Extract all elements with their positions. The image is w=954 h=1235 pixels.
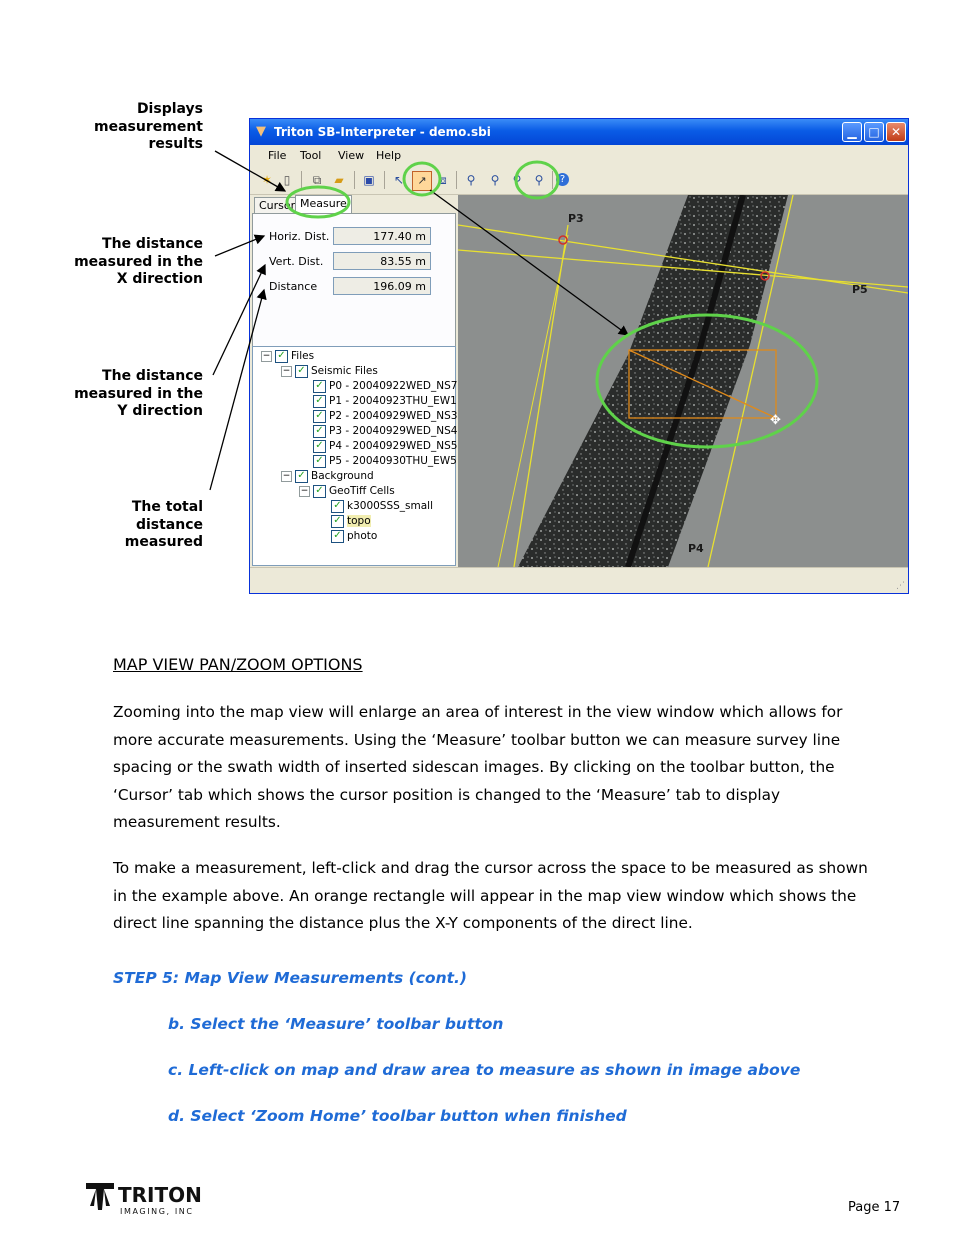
resize-grip-icon[interactable]: ⋰: [896, 581, 905, 591]
checkbox-checked-icon[interactable]: ✓: [313, 455, 326, 468]
close-button[interactable]: ✕: [886, 122, 906, 142]
measure-panel: [252, 213, 456, 355]
menu-file[interactable]: File: [268, 149, 287, 162]
step-c: c. Left-click on map and draw area to measure as shown in image above: [168, 1061, 801, 1079]
tree-node-background[interactable]: − ✓ Background: [282, 470, 374, 482]
map-canvas[interactable]: [458, 195, 908, 567]
page-number: Page 17: [848, 1200, 901, 1215]
checkbox-checked-icon[interactable]: ✓: [313, 395, 326, 408]
toolbar-separator: [384, 171, 385, 189]
distance-value: 196.09 m: [333, 277, 431, 295]
triton-logo-icon: [84, 1180, 204, 1220]
tree-node-p2[interactable]: ✓ P2 - 20040929WED_NS3: [313, 409, 457, 424]
zoom-in-icon[interactable]: ⚲: [466, 173, 476, 187]
callout-y-distance: [74, 368, 203, 421]
sparkle-icon[interactable]: ✶: [261, 173, 273, 187]
step-d: d. Select ‘Zoom Home’ toolbar button when finished: [168, 1107, 627, 1125]
paragraph-measurement: To make a measurement, left-click and drag the cursor across the space to be measured as shown in the example above. An orange rectangle will appear in the map view window which shows the direct line spanning the distance plus the X-Y components of the direct line.: [113, 859, 868, 932]
map-view[interactable]: [458, 195, 908, 567]
map-label-p3: P3: [568, 212, 584, 225]
tree-node-topo[interactable]: ✓ topo: [331, 514, 371, 529]
toolbar-separator: [301, 171, 302, 189]
zoom-home-icon[interactable]: ⚲: [534, 173, 544, 187]
checkbox-checked-icon[interactable]: ✓: [295, 365, 308, 378]
maximize-button[interactable]: □: [864, 122, 884, 142]
horiz-dist-value: 177.40 m: [333, 227, 431, 245]
paragraph-zoom: Zooming into the map view will enlarge an area of interest in the view window which allows for more accurate measurements. Using the ‘Measure’ toolbar button we can measure survey line spacing or the swath width of inserted sidescan images. By clicking on the toolbar button, the ‘Cursor’ tab which shows the cursor position is changed to the ‘Measure’ tab to display measurement results.: [113, 703, 843, 831]
vert-dist-label: Vert. Dist.: [269, 255, 324, 268]
tree-node-geotiff[interactable]: − ✓ GeoTiff Cells: [300, 485, 395, 497]
collapse-icon[interactable]: −: [282, 471, 291, 481]
step-b: b. Select the ‘Measure’ toolbar button: [168, 1015, 504, 1033]
window-title: Triton SB-Interpreter - demo.sbi: [274, 125, 491, 139]
callout-line: results: [148, 136, 203, 152]
copy-icon[interactable]: ⧈: [439, 173, 447, 187]
callout-line: distance: [135, 516, 203, 533]
file-tree: [252, 346, 456, 566]
callout-line: Displays: [136, 101, 203, 117]
callout-line: Y direction: [117, 403, 203, 419]
status-bar: [250, 567, 908, 594]
checkbox-checked-icon[interactable]: ✓: [331, 530, 344, 543]
triton-logo: [84, 1180, 204, 1220]
callout-x-distance: [74, 236, 203, 289]
toolbar-separator: [354, 171, 355, 189]
callout-line: measured in the: [74, 253, 203, 270]
map-label-p5: P5: [852, 283, 868, 296]
move-cursor-icon: ✥: [770, 413, 781, 428]
pan-icon[interactable]: ↖: [393, 173, 405, 187]
callout-line: The distance: [102, 236, 203, 252]
tree-node-p3[interactable]: ✓ P3 - 20040929WED_NS4: [313, 424, 457, 439]
callout-line: measured in the: [74, 385, 203, 402]
callout-line: X direction: [116, 271, 203, 287]
triton-app-icon: ▼: [256, 124, 266, 139]
tab-cursor[interactable]: Cursor: [254, 197, 300, 214]
zoom-out-icon[interactable]: ⚲: [490, 173, 500, 187]
checkbox-checked-icon[interactable]: ✓: [313, 425, 326, 438]
tree-node-p4[interactable]: ✓ P4 - 20040929WED_NS5: [313, 439, 457, 454]
collapse-icon[interactable]: −: [262, 351, 271, 361]
title-bar: [250, 119, 908, 145]
zoom-window-icon[interactable]: ⚲: [512, 173, 522, 187]
tree-node-photo[interactable]: ✓ photo: [331, 529, 377, 544]
collapse-icon[interactable]: −: [300, 486, 309, 496]
distance-label: Distance: [269, 280, 318, 293]
section-title: MAP VIEW PAN/ZOOM OPTIONS: [113, 655, 363, 674]
checkbox-checked-icon[interactable]: ✓: [313, 410, 326, 423]
svg-text:TRITON: TRITON: [118, 1183, 202, 1207]
checkbox-checked-icon[interactable]: ✓: [313, 440, 326, 453]
callout-line: measurement: [94, 118, 203, 135]
menu-bar: [250, 145, 908, 166]
sidescan-swath: [518, 195, 788, 567]
toolbar-separator: [552, 171, 553, 189]
toolbar: [250, 166, 908, 195]
svg-text:IMAGING, INC: IMAGING, INC: [120, 1207, 194, 1216]
callout-total-distance: [125, 499, 203, 552]
measure-tool-icon[interactable]: ↗: [412, 171, 432, 191]
tree-node-k3000[interactable]: ✓ k3000SSS_small: [331, 499, 433, 514]
checkbox-checked-icon[interactable]: ✓: [275, 350, 288, 363]
menu-view[interactable]: View: [338, 149, 365, 162]
map-label-p4: P4: [688, 542, 704, 555]
vert-dist-value: 83.55 m: [333, 252, 431, 270]
menu-help[interactable]: Help: [376, 149, 402, 162]
tree-node-seismic-files[interactable]: − ✓ Seismic Files: [282, 365, 378, 377]
callout-measurement-results: [94, 101, 203, 154]
open-folder-icon[interactable]: ▰: [334, 173, 344, 187]
callout-line: The total: [131, 499, 203, 515]
checkbox-checked-icon[interactable]: ✓: [313, 380, 326, 393]
horiz-dist-label: Horiz. Dist.: [269, 230, 330, 243]
save-icon[interactable]: ▣: [363, 173, 375, 187]
checkbox-checked-icon[interactable]: ✓: [331, 500, 344, 513]
callout-line: The distance: [102, 368, 203, 384]
help-icon[interactable]: ?: [556, 173, 569, 186]
tab-measure[interactable]: Measure: [295, 195, 352, 214]
left-pane: [250, 195, 458, 567]
minimize-button[interactable]: ▁: [842, 122, 862, 142]
new-file-icon[interactable]: ▯: [283, 173, 291, 187]
tree-node-p5[interactable]: ✓ P5 - 20040930THU_EW5: [313, 454, 457, 469]
step-heading: STEP 5: Map View Measurements (cont.): [113, 969, 467, 987]
collapse-icon[interactable]: −: [282, 366, 291, 376]
checkbox-checked-icon[interactable]: ✓: [331, 515, 344, 528]
checkbox-checked-icon[interactable]: ✓: [295, 470, 308, 483]
app-window: [249, 118, 909, 594]
checkbox-checked-icon[interactable]: ✓: [313, 485, 326, 498]
add-file-icon[interactable]: ⧉: [312, 173, 322, 187]
tree-node-p0[interactable]: ✓ P0 - 20040922WED_NS7: [313, 379, 457, 394]
tree-node-files[interactable]: − ✓ Files: [262, 350, 315, 362]
toolbar-separator: [456, 171, 457, 189]
callout-line: measured: [124, 534, 203, 550]
menu-tool[interactable]: Tool: [300, 149, 322, 162]
tree-node-p1[interactable]: ✓ P1 - 20040923THU_EW1: [313, 394, 457, 409]
